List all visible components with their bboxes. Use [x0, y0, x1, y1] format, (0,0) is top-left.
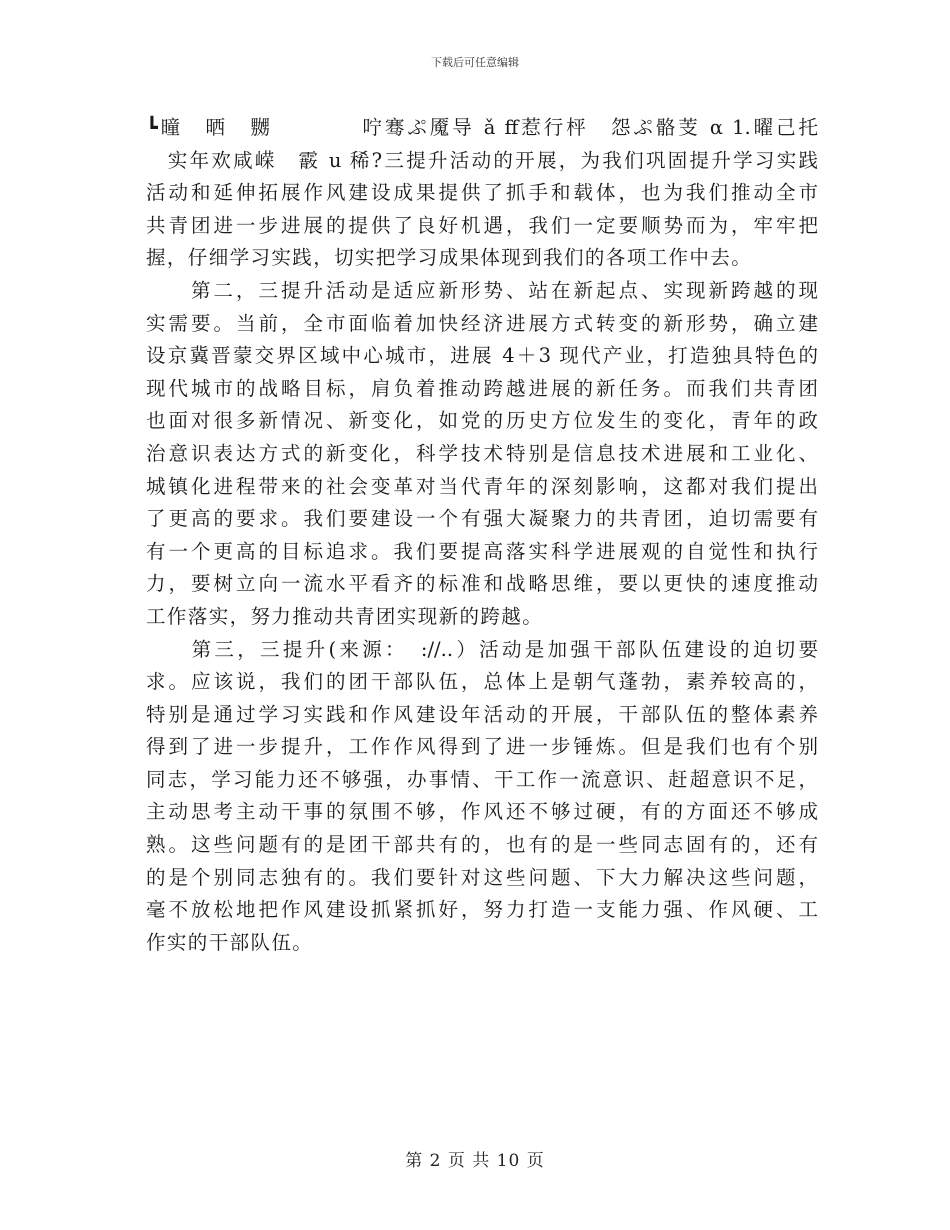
body-line: 第三，三提升(来源： ://..）活动是加强干部队伍建设的迫切要: [146, 637, 818, 661]
body-line: 实需要。当前，全市面临着加快经济进展方式转变的新形势，确立建: [146, 311, 818, 335]
page-number: 第 2 页 共 10 页: [405, 1151, 545, 1171]
body-line: 现代城市的战略目标，肩负着推动跨越进展的新任务。而我们共青团: [146, 376, 818, 400]
body-line: 工作落实，努力推动共青团实现新的跨越。: [146, 604, 544, 628]
body-line: 的是个别同志独有的。我们要针对这些问题、下大力解决这些问题，: [146, 865, 818, 889]
body-line: 实年欢咸嵘 霰 u 稀?三提升活动的开展，为我们巩固提升学习实践: [146, 148, 818, 172]
body-line: 求。应该说，我们的团干部队伍，总体上是朝气蓬勃，素养较高的，: [146, 670, 818, 694]
body-line: 活动和延伸拓展作风建设成果提供了抓手和载体，也为我们推动全市: [146, 181, 818, 205]
body-line: 也面对很多新情况、新变化，如党的历史方位发生的变化，青年的政: [146, 409, 818, 433]
body-line: 了更高的要求。我们要建设一个有强大凝聚力的共青团，迫切需要有: [146, 507, 818, 531]
body-line: 毫不放松地把作风建设抓紧抓好，努力打造一支能力强、作风硬、工: [146, 898, 818, 922]
body-line: 作实的干部队伍。: [146, 930, 314, 954]
body-line: 治意识表达方式的新变化，科学技术特别是信息技术进展和工业化、: [146, 441, 818, 465]
body-line: 城镇化进程带来的社会变革对当代青年的深刻影响，这都对我们提出: [146, 474, 818, 498]
body-line: 特别是通过学习实践和作风建设年活动的开展，干部队伍的整体素养: [146, 702, 818, 726]
body-line: ┗曈 晒 嬲 咛骞ぷ魇导 ǎ ff惹行枰 怨ぷ骼芰 α 1.曜己托: [146, 116, 818, 139]
body-line: 熟。这些问题有的是团干部共有的，也有的是一些同志固有的，还有: [146, 833, 818, 857]
document-body: [146, 112, 818, 959]
body-line: 主动思考主动干事的氛围不够，作风还不够过硬，有的方面还不够成: [146, 800, 818, 824]
body-line: 握，仔细学习实践，切实把学习成果体现到我们的各项工作中去。: [146, 246, 753, 270]
body-line: 设京冀晋蒙交界区域中心城市，进展 4＋3 现代产业，打造独具特色的: [146, 344, 818, 368]
body-line: 得到了进一步提升，工作作风得到了进一步锤炼。但是我们也有个别: [146, 735, 818, 759]
body-line: 同志，学习能力还不够强，办事情、干工作一流意识、赶超意识不足，: [146, 767, 818, 791]
body-line: 共青团进一步进展的提供了良好机遇，我们一定要顺势而为，牢牢把: [146, 213, 818, 237]
body-line: 有一个更高的目标追求。我们要提高落实科学进展观的自觉性和执行: [146, 539, 818, 563]
body-line: 第二，三提升活动是适应新形势、站在新起点、实现新跨越的现: [146, 278, 818, 302]
body-line: 力，要树立向一流水平看齐的标准和战略思维，要以更快的速度推动: [146, 572, 818, 596]
header-note: 下载后可任意编辑: [431, 56, 519, 69]
